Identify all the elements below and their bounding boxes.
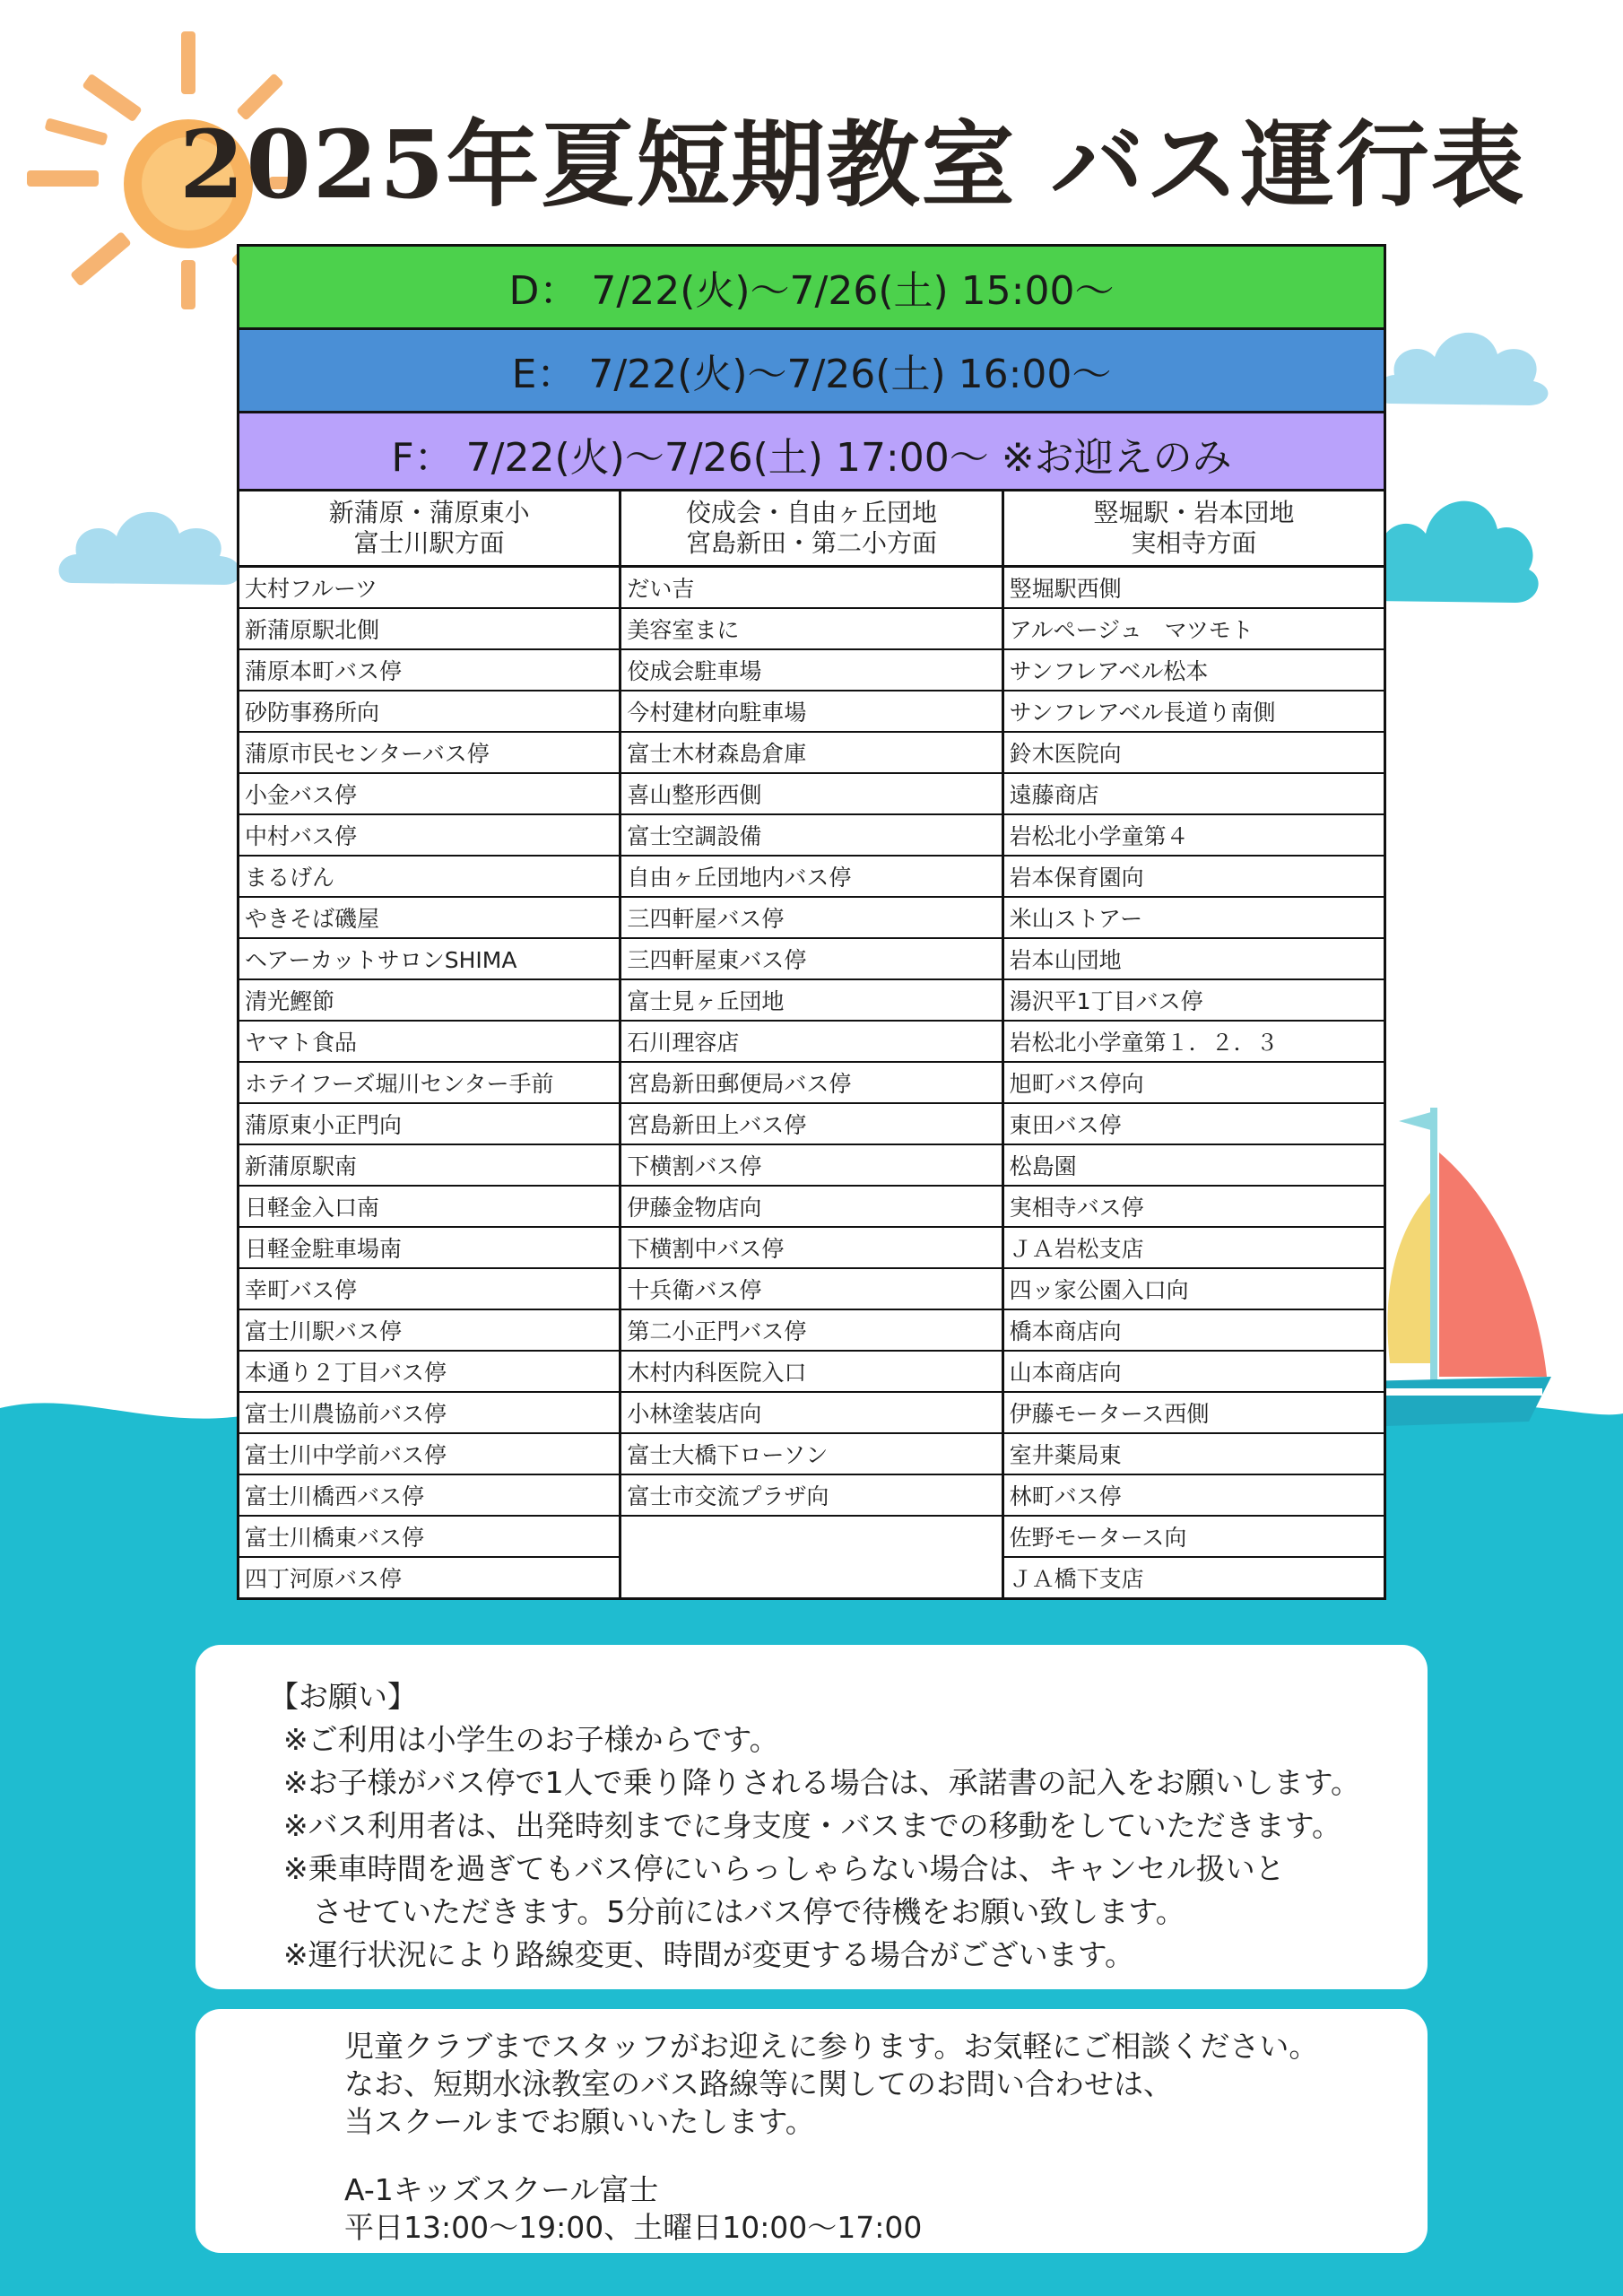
table-row [239, 979, 1385, 1021]
schedule-e: E： 7/22(火)～7/26(土) 16:00～ [239, 330, 1384, 413]
stop-cell: 室井薬局東 [1002, 1433, 1384, 1474]
stop-cell: やきそば磯屋 [239, 897, 621, 938]
stop-cell: 新蒲原駅南 [239, 1144, 621, 1186]
table-row [239, 773, 1385, 814]
stop-cell: ホテイフーズ堀川センター手前 [239, 1062, 621, 1103]
schedule-table [237, 244, 1386, 497]
stop-cell: 東田バス停 [1002, 1103, 1384, 1144]
table-row [239, 732, 1385, 773]
stop-cell: 宮島新田郵便局バス停 [621, 1062, 1002, 1103]
table-row [239, 856, 1385, 897]
stop-cell: 本通り２丁目バス停 [239, 1351, 621, 1392]
stop-cell: 富士空調設備 [621, 814, 1002, 856]
stop-cell: 富士川駅バス停 [239, 1309, 621, 1351]
stop-cell: 岩本保育園向 [1002, 856, 1384, 897]
stop-cell: 喜山整形西側 [621, 773, 1002, 814]
stop-cell: 竪堀駅西側 [1002, 567, 1384, 609]
stop-cell: ヤマト食品 [239, 1021, 621, 1062]
schedule-d: D： 7/22(火)～7/26(土) 15:00～ [239, 247, 1384, 330]
stop-cell: 下横割バス停 [621, 1144, 1002, 1186]
stop-cell: 小金バス停 [239, 773, 621, 814]
stop-cell: 鈴木医院向 [1002, 732, 1384, 773]
table-header-row [239, 491, 1385, 567]
stop-cell: 下横割中バス停 [621, 1227, 1002, 1268]
stop-cell: ＪＡ橋下支店 [1002, 1557, 1384, 1599]
table-row [239, 1557, 1385, 1599]
stop-cell: 佼成会駐車場 [621, 649, 1002, 691]
table-row [239, 1433, 1385, 1474]
school-name: A-1キッズスクール富士 [344, 2172, 659, 2207]
stop-cell: 幸町バス停 [239, 1268, 621, 1309]
table-row [239, 1021, 1385, 1062]
stop-cell: 佐野モータース向 [1002, 1516, 1384, 1557]
stop-cell: 蒲原市民センターバス停 [239, 732, 621, 773]
info-line: 当スクールまでお願いいたします。 [344, 2104, 815, 2139]
info-line: なお、短期水泳教室のバス路線等に関してのお問い合わせは、 [344, 2066, 1173, 2101]
stop-cell: 伊藤モータース西側 [1002, 1392, 1384, 1433]
stop-cell: 第二小正門バス停 [621, 1309, 1002, 1351]
page-title: 2025年夏短期教室 バス運行表 [179, 109, 1526, 220]
stop-cell: 小林塗装店向 [621, 1392, 1002, 1433]
stop-cell: だい吉 [621, 567, 1002, 609]
stop-cell: 中村バス停 [239, 814, 621, 856]
stop-cell: 富士大橋下ローソン [621, 1433, 1002, 1474]
stop-cell: 岩本山団地 [1002, 938, 1384, 979]
stop-cell: 四丁河原バス停 [239, 1557, 621, 1599]
request-line: ※バス利用者は、出発時刻までに身支度・バスまでの移動をしていただきます。 [283, 1808, 1342, 1843]
stop-cell: 清光鰹節 [239, 979, 621, 1021]
stop-cell: 三四軒屋バス停 [621, 897, 1002, 938]
stop-cell: 木村内科医院入口 [621, 1351, 1002, 1392]
table-row [239, 897, 1385, 938]
table-row [239, 1268, 1385, 1309]
cloud-icon [1372, 305, 1551, 422]
stop-cell: 蒲原本町バス停 [239, 649, 621, 691]
route-heading-1: 新蒲原・蒲原東小 富士川駅方面 [239, 491, 621, 567]
stop-cell: 今村建材向駐車場 [621, 691, 1002, 732]
stop-cell: 山本商店向 [1002, 1351, 1384, 1392]
stop-cell: 蒲原東小正門向 [239, 1103, 621, 1144]
stop-cell: 実相寺バス停 [1002, 1186, 1384, 1227]
stop-cell: 四ッ家公園入口向 [1002, 1268, 1384, 1309]
request-line: ※ご利用は小学生のお子様からです。 [283, 1722, 779, 1757]
route-heading-3: 竪堀駅・岩本団地 実相寺方面 [1002, 491, 1384, 567]
stop-cell: 十兵衛バス停 [621, 1268, 1002, 1309]
schedule-f: F： 7/22(火)～7/26(土) 17:00～ ※お迎えのみ [239, 413, 1384, 497]
table-row [239, 1103, 1385, 1144]
stop-cell: 砂防事務所向 [239, 691, 621, 732]
stop-cell: 富士川農協前バス停 [239, 1392, 621, 1433]
stop-cell: ヘアーカットサロンSHIMA [239, 938, 621, 979]
business-hours: 平日13:00～19:00、土曜日10:00～17:00 [344, 2210, 923, 2245]
table-row [239, 1062, 1385, 1103]
info-line: 児童クラブまでスタッフがお迎えに参ります。お気軽にご相談ください。 [344, 2029, 1319, 2064]
table-row [239, 1474, 1385, 1516]
stop-cell: 日軽金入口南 [239, 1186, 621, 1227]
stop-cell: 富士見ヶ丘団地 [621, 979, 1002, 1021]
stop-cell: 林町バス停 [1002, 1474, 1384, 1516]
stop-cell: サンフレアベル長道り南側 [1002, 691, 1384, 732]
table-row [239, 938, 1385, 979]
stop-cell: ＪＡ岩松支店 [1002, 1227, 1384, 1268]
request-line: ※乗車時間を過ぎてもバス停にいらっしゃらない場合は、キャンセル扱いと [283, 1851, 1285, 1886]
route-heading-2: 佼成会・自由ヶ丘団地 宮島新田・第二小方面 [621, 491, 1002, 567]
stop-cell: 遠藤商店 [1002, 773, 1384, 814]
table-row [239, 1351, 1385, 1392]
table-row [239, 608, 1385, 649]
stop-cell: まるげん [239, 856, 621, 897]
stop-cell: 湯沢平1丁目バス停 [1002, 979, 1384, 1021]
table-row [239, 1392, 1385, 1433]
stop-cell: 伊藤金物店向 [621, 1186, 1002, 1227]
requests-heading: 【お願い】 [269, 1679, 417, 1714]
stop-cell: 自由ヶ丘団地内バス停 [621, 856, 1002, 897]
stop-cell: 大村フルーツ [239, 567, 621, 609]
stop-cell: 富士市交流プラザ向 [621, 1474, 1002, 1516]
table-row [239, 691, 1385, 732]
stop-cell: 旭町バス停向 [1002, 1062, 1384, 1103]
table-row [239, 649, 1385, 691]
stop-cell: サンフレアベル松本 [1002, 649, 1384, 691]
table-row [239, 814, 1385, 856]
table-row [239, 1144, 1385, 1186]
stop-cell: アルページュ マツモト [1002, 608, 1384, 649]
stop-cell: 富士川橋西バス停 [239, 1474, 621, 1516]
table-row [239, 1186, 1385, 1227]
stop-cell: 富士木材森島倉庫 [621, 732, 1002, 773]
stop-cell: 橋本商店向 [1002, 1309, 1384, 1351]
table-row [239, 1227, 1385, 1268]
stop-cell: 松島園 [1002, 1144, 1384, 1186]
cloud-icon [54, 484, 251, 601]
table-row [239, 567, 1385, 609]
stop-cell: 富士川中学前バス停 [239, 1433, 621, 1474]
stop-cell: 石川理容店 [621, 1021, 1002, 1062]
stop-cell: 米山ストアー [1002, 897, 1384, 938]
request-line: ※お子様がバス停で1人で乗り降りされる場合は、承諾書の記入をお願いします。 [283, 1765, 1361, 1800]
table-row [239, 1516, 1385, 1557]
stop-cell: 日軽金駐車場南 [239, 1227, 621, 1268]
stop-cell: 岩松北小学童第１．２．３ [1002, 1021, 1384, 1062]
request-line: ※運行状況により路線変更、時間が変更する場合がございます。 [283, 1937, 1135, 1972]
stop-cell [621, 1516, 1002, 1557]
request-line: させていただきます。5分前にはバス停で待機をお願い致します。 [283, 1894, 1185, 1929]
stop-cell [621, 1557, 1002, 1599]
stop-cell: 富士川橋東バス停 [239, 1516, 621, 1557]
stop-cell: 岩松北小学童第４ [1002, 814, 1384, 856]
stop-cell: 宮島新田上バス停 [621, 1103, 1002, 1144]
stop-cell: 三四軒屋東バス停 [621, 938, 1002, 979]
stop-cell: 美容室まに [621, 608, 1002, 649]
stop-cell: 新蒲原駅北側 [239, 608, 621, 649]
table-row [239, 1309, 1385, 1351]
bus-stop-table [237, 489, 1386, 1600]
